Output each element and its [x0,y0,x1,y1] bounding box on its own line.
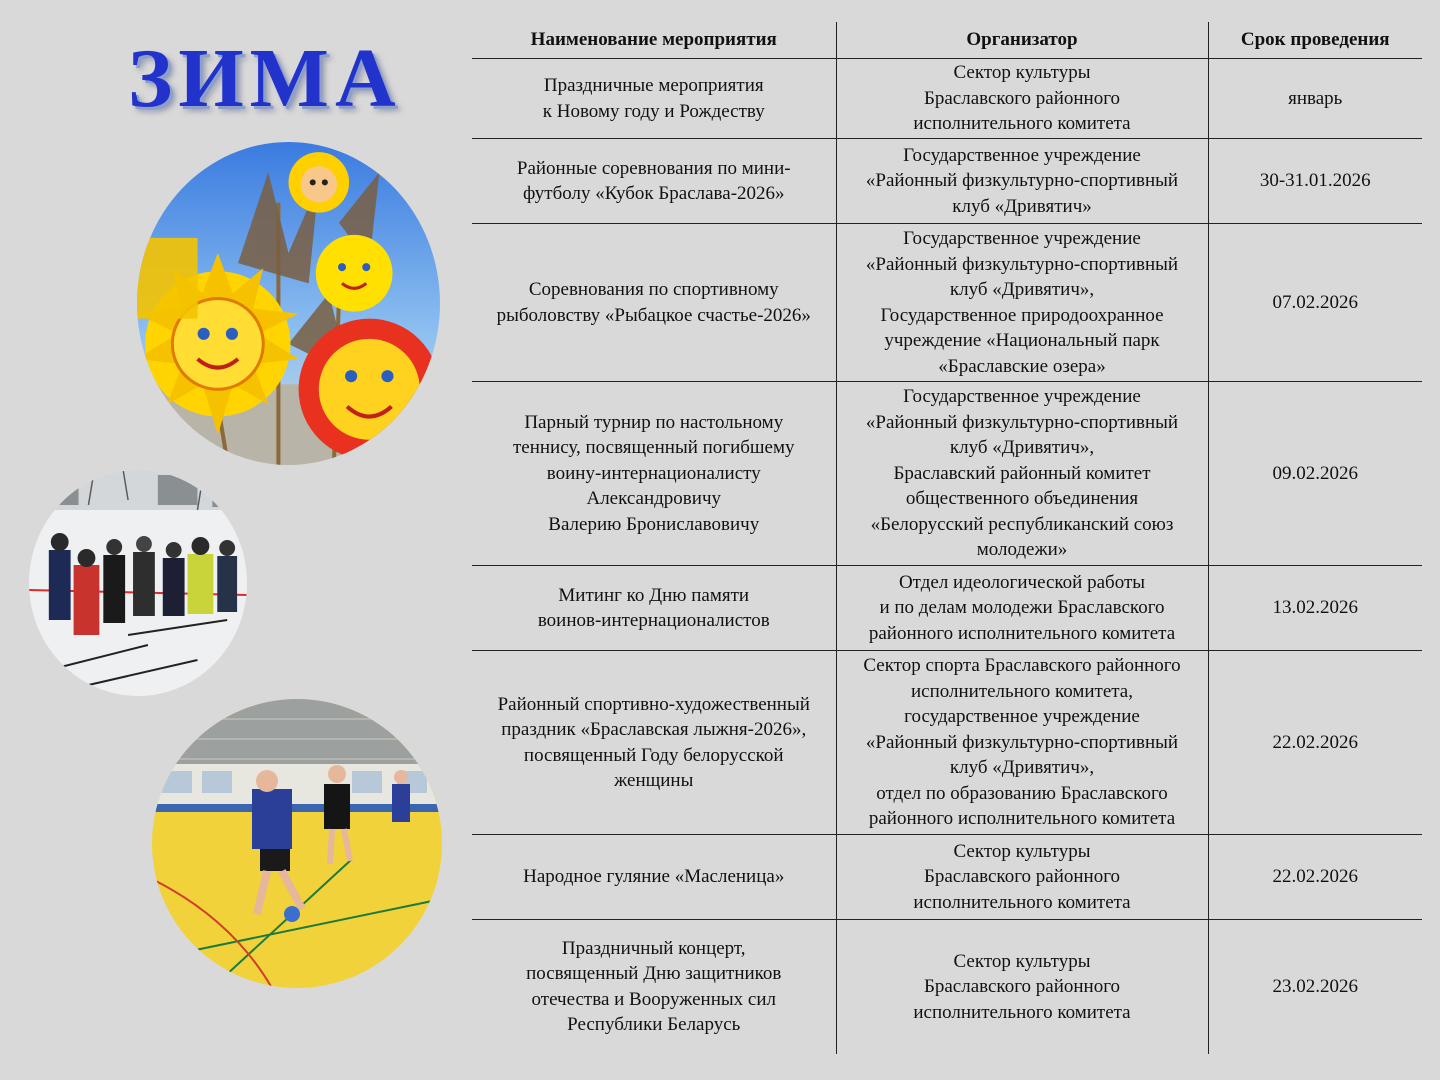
organizer-cell-line: Сектор культуры [953,62,1091,84]
event-name-cell-line: Парный турнир по настольному [524,411,784,433]
organizer-cell-line: районного исполнительного комитета [868,808,1176,830]
event-name-cell-line: Республики Беларусь [567,1014,741,1036]
event-name-cell-line: футболу «Кубок Браслава-2026» [522,183,785,204]
organizer-cell-line: Сектор культуры [953,840,1091,862]
event-name-cell-line: Праздничные мероприятия [543,75,764,96]
date-cell: 22.02.2026 [1208,835,1422,920]
event-name-cell [472,224,836,382]
organizer-cell-line: Государственное учреждение [903,386,1141,408]
table-row [472,920,1422,1054]
table-row [472,651,1422,835]
event-name-cell-line: посвященный Дню защитников [526,963,782,985]
date-cell: январь [1208,59,1422,139]
organizer-cell-line: районного исполнительного комитета [868,622,1176,644]
event-name-cell-line: Районные соревнования по мини- [516,157,791,179]
event-name-cell [472,920,836,1054]
organizer-cell-line: отдел по образованию Браславского [876,782,1168,804]
event-name-cell-line: воинов-интернационалистов [537,610,770,631]
date-cell: 30-31.01.2026 [1208,139,1422,224]
table-row [472,382,1422,566]
event-name-cell-line: посвященный Году белорусской [523,744,784,766]
organizer-cell-line: учреждение «Национальный парк [884,330,1160,351]
organizer-cell-line: Государственное учреждение [903,144,1141,166]
organizer-cell-line: Браславского районного [923,866,1121,888]
organizer-cell-line: Государственное природоохранное [880,304,1164,326]
date-cell: 23.02.2026 [1208,920,1422,1054]
table-header-row [472,22,1422,59]
header-date: Срок проведения [1208,22,1422,59]
table-row [472,139,1422,224]
organizer-cell-line: клуб «Дривятич», [949,437,1095,459]
event-name-cell-line: Районный спортивно-художественный [497,693,810,715]
organizer-cell-line: исполнительного комитета [913,891,1131,913]
organizer-cell-line: «Браславские озера» [938,355,1106,377]
event-name-cell-line: Соревнования по спортивному [528,279,779,300]
organizer-cell-line: Государственное учреждение [903,228,1141,249]
event-name-cell-line: теннису, посвященный погибшему [512,437,795,459]
organizer-cell [836,224,1208,382]
event-name-cell-line: рыболовству «Рыбацкое счастье-2026» [496,304,811,326]
table-row [472,59,1422,139]
futsal-photo [152,699,442,988]
event-name-cell [472,382,836,566]
organizer-cell-line: «Районный физкультурно-спортивный [865,411,1179,433]
page-title: ЗИМА [128,32,402,125]
organizer-cell-line: Сектор культуры [953,950,1091,972]
organizer-cell-line: исполнительного комитета [913,1001,1131,1023]
organizer-cell-line: клуб «Дривятич», [949,279,1095,300]
organizer-cell-line: Браславского районного [923,87,1121,109]
organizer-cell-line: государственное учреждение [904,706,1140,728]
event-name-cell-line: Митинг ко Дню памяти [558,584,750,606]
sun-decorations-photo [137,142,440,465]
organizer-cell-line: «Районный физкультурно-спортивный [865,731,1179,753]
organizer-cell-line: Браславский районный комитет [893,462,1151,484]
event-name-cell-line: воину-интернационалисту [546,462,761,484]
date-cell: 07.02.2026 [1208,224,1422,382]
event-name-cell-line: праздник «Браславская лыжня-2026», [501,719,807,740]
organizer-cell-line: исполнительного комитета [913,113,1131,135]
event-name-cell-line: Валерию Брониславовичу [548,513,760,535]
date-cell: 09.02.2026 [1208,382,1422,566]
organizer-cell-line: и по делам молодежи Браславского [879,597,1165,619]
event-name-cell-line: отечества и Вооруженных сил [531,988,776,1010]
event-name-cell-line: к Новому году и Рождеству [542,100,765,122]
organizer-cell-line: «Районный физкультурно-спортивный [865,253,1179,275]
organizer-cell-line: молодежи» [976,539,1068,561]
table-row [472,224,1422,382]
event-name-cell-line: Народное гуляние «Масленица» [523,866,785,888]
organizer-cell-line: Браславского районного [923,976,1121,997]
event-name-cell [472,139,836,224]
organizer-cell [836,651,1208,835]
organizer-cell-line: исполнительного комитета, [910,680,1133,702]
header-event: Наименование мероприятия [472,22,836,59]
organizer-cell-line: клуб «Дривятич», [949,757,1095,779]
date-cell: 13.02.2026 [1208,566,1422,651]
event-name-cell [472,566,836,651]
header-organizer: Организатор [836,22,1208,59]
date-cell: 22.02.2026 [1208,651,1422,835]
organizer-cell [836,566,1208,651]
table-row [472,566,1422,651]
organizer-cell [836,920,1208,1054]
event-name-cell [472,835,836,920]
organizer-cell [836,59,1208,139]
event-name-cell-line: женщины [614,770,694,791]
organizer-cell-line: Отдел идеологической работы [898,571,1146,593]
event-name-cell [472,59,836,139]
event-name-cell-line: Александровичу [586,488,722,510]
events-table [472,22,1422,1054]
table-row [472,835,1422,920]
organizer-cell-line: клуб «Дривятич» [952,195,1092,217]
ski-race-photo [29,470,247,696]
event-name-cell-line: Праздничный концерт, [561,937,746,959]
event-name-cell [472,651,836,835]
organizer-cell [836,139,1208,224]
organizer-cell [836,835,1208,920]
organizer-cell-line: «Районный физкультурно-спортивный [865,170,1179,192]
organizer-cell-line: общественного объединения [905,488,1139,510]
organizer-cell [836,382,1208,566]
organizer-cell-line: Сектор спорта Браславского районного [863,655,1181,677]
organizer-cell-line: «Белорусский республиканский союз [870,513,1174,535]
